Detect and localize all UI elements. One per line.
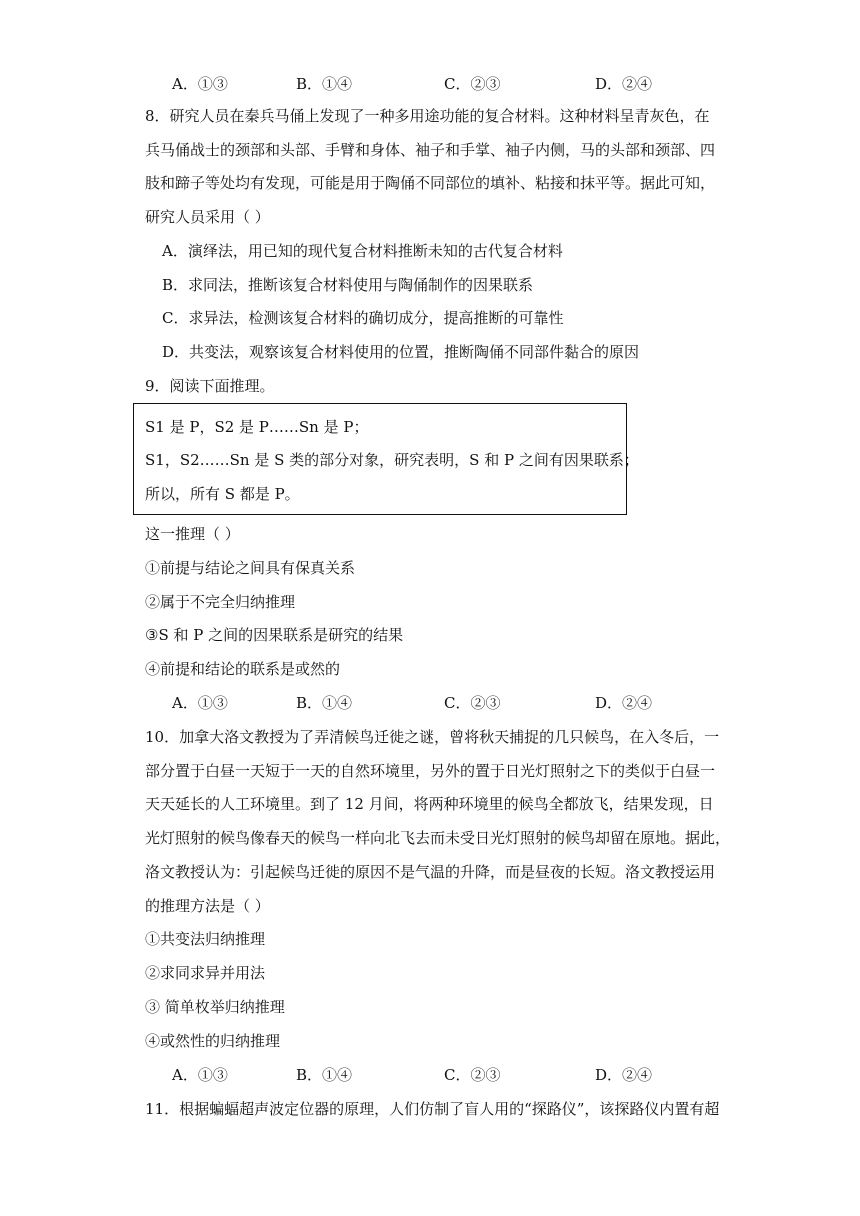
q10-statement-1: ①共变法归纳推理 <box>145 930 266 948</box>
q8-choice-a: A．演绎法，用已知的现代复合材料推断未知的古代复合材料 <box>162 242 563 260</box>
q8-stem-line: 研究人员采用（ ） <box>145 208 270 226</box>
q10-stem-line: 光灯照射的候鸟像春天的候鸟一样向北飞去而未受日光灯照射的候鸟却留在原地。据此， <box>145 829 731 847</box>
q10-option-c: C．②③ <box>444 1066 501 1084</box>
q10-stem-line: 天天延长的人工环境里。到了 12 月间，将两种环境里的候鸟全都放飞，结果发现，日 <box>145 795 714 813</box>
q8-choice-d: D．共变法，观察该复合材料使用的位置，推断陶俑不同部件黏合的原因 <box>162 343 640 361</box>
q9-options <box>172 693 732 713</box>
q7-option-d: D．②④ <box>595 75 653 93</box>
q9-statement-2: ②属于不完全归纳推理 <box>145 593 296 611</box>
q9-reasoning-box <box>133 403 639 515</box>
q10-option-d: D．②④ <box>595 1066 653 1084</box>
q8-stem-line: 兵马俑战士的颈部和头部、手臂和身体、袖子和手掌、袖子内侧，马的头部和颈部、四 <box>145 141 716 159</box>
q9-option-d: D．②④ <box>595 694 653 712</box>
q10-stem-line: 10．加拿大洛文教授为了弄清候鸟迁徙之谜，曾将秋天捕捉的几只候鸟，在入冬后，一 <box>145 728 720 746</box>
q9-box-line: S1，S2……Sn 是 S 类的部分对象，研究表明，S 和 P 之间有因果联系； <box>145 451 639 469</box>
q9-option-c: C．②③ <box>444 694 501 712</box>
q11-stem-line: 11．根据蝙蝠超声波定位器的原理，人们仿制了盲人用的“探路仪”，该探路仪内置有超 <box>145 1100 720 1118</box>
q10-statement-2: ②求同求异并用法 <box>145 964 266 982</box>
q7-options <box>172 74 732 94</box>
q9-box-line: 所以，所有 S 都是 P。 <box>145 485 300 503</box>
q10-option-b: B．①④ <box>296 1066 353 1084</box>
q8-stem-line: 8．研究人员在秦兵马俑上发现了一种多用途功能的复合材料。这种材料呈青灰色，在 <box>145 107 710 125</box>
q9-statement-4: ④前提和结论的联系是或然的 <box>145 660 341 678</box>
q10-option-a: A．①③ <box>172 1066 228 1084</box>
q9-stem: 9．阅读下面推理。 <box>145 377 275 395</box>
q10-stem-line: 洛文教授认为：引起候鸟迁徙的原因不是气温的升降，而是昼夜的长短。洛文教授运用 <box>145 863 716 881</box>
q9-option-a: A．①③ <box>172 694 228 712</box>
q10-stem-line: 的推理方法是（ ） <box>145 897 270 915</box>
q9-statement-1: ①前提与结论之间具有保真关系 <box>145 559 356 577</box>
q7-option-b: B．①④ <box>296 75 353 93</box>
q8-stem-line: 肢和蹄子等处均有发现，可能是用于陶俑不同部位的填补、粘接和抹平等。据此可知， <box>145 174 716 192</box>
q9-prompt: 这一推理（ ） <box>145 525 240 543</box>
q9-statement-3: ③S 和 P 之间的因果联系是研究的结果 <box>145 626 404 644</box>
q10-options <box>172 1065 732 1085</box>
q10-stem-line: 部分置于白昼一天短于一天的自然环境里，另外的置于日光灯照射之下的类似于白昼一 <box>145 762 716 780</box>
q9-box-line: S1 是 P，S2 是 P……Sn 是 P； <box>145 418 369 436</box>
q8-choice-c: C．求异法，检测该复合材料的确切成分，提高推断的可靠性 <box>162 309 564 327</box>
q7-option-c: C．②③ <box>444 75 501 93</box>
q9-option-b: B．①④ <box>296 694 353 712</box>
q10-statement-3: ③ 简单枚举归纳推理 <box>145 998 285 1016</box>
q8-choice-b: B．求同法，推断该复合材料使用与陶俑制作的因果联系 <box>162 276 534 294</box>
q7-option-a: A．①③ <box>172 75 228 93</box>
q10-statement-4: ④或然性的归纳推理 <box>145 1032 281 1050</box>
